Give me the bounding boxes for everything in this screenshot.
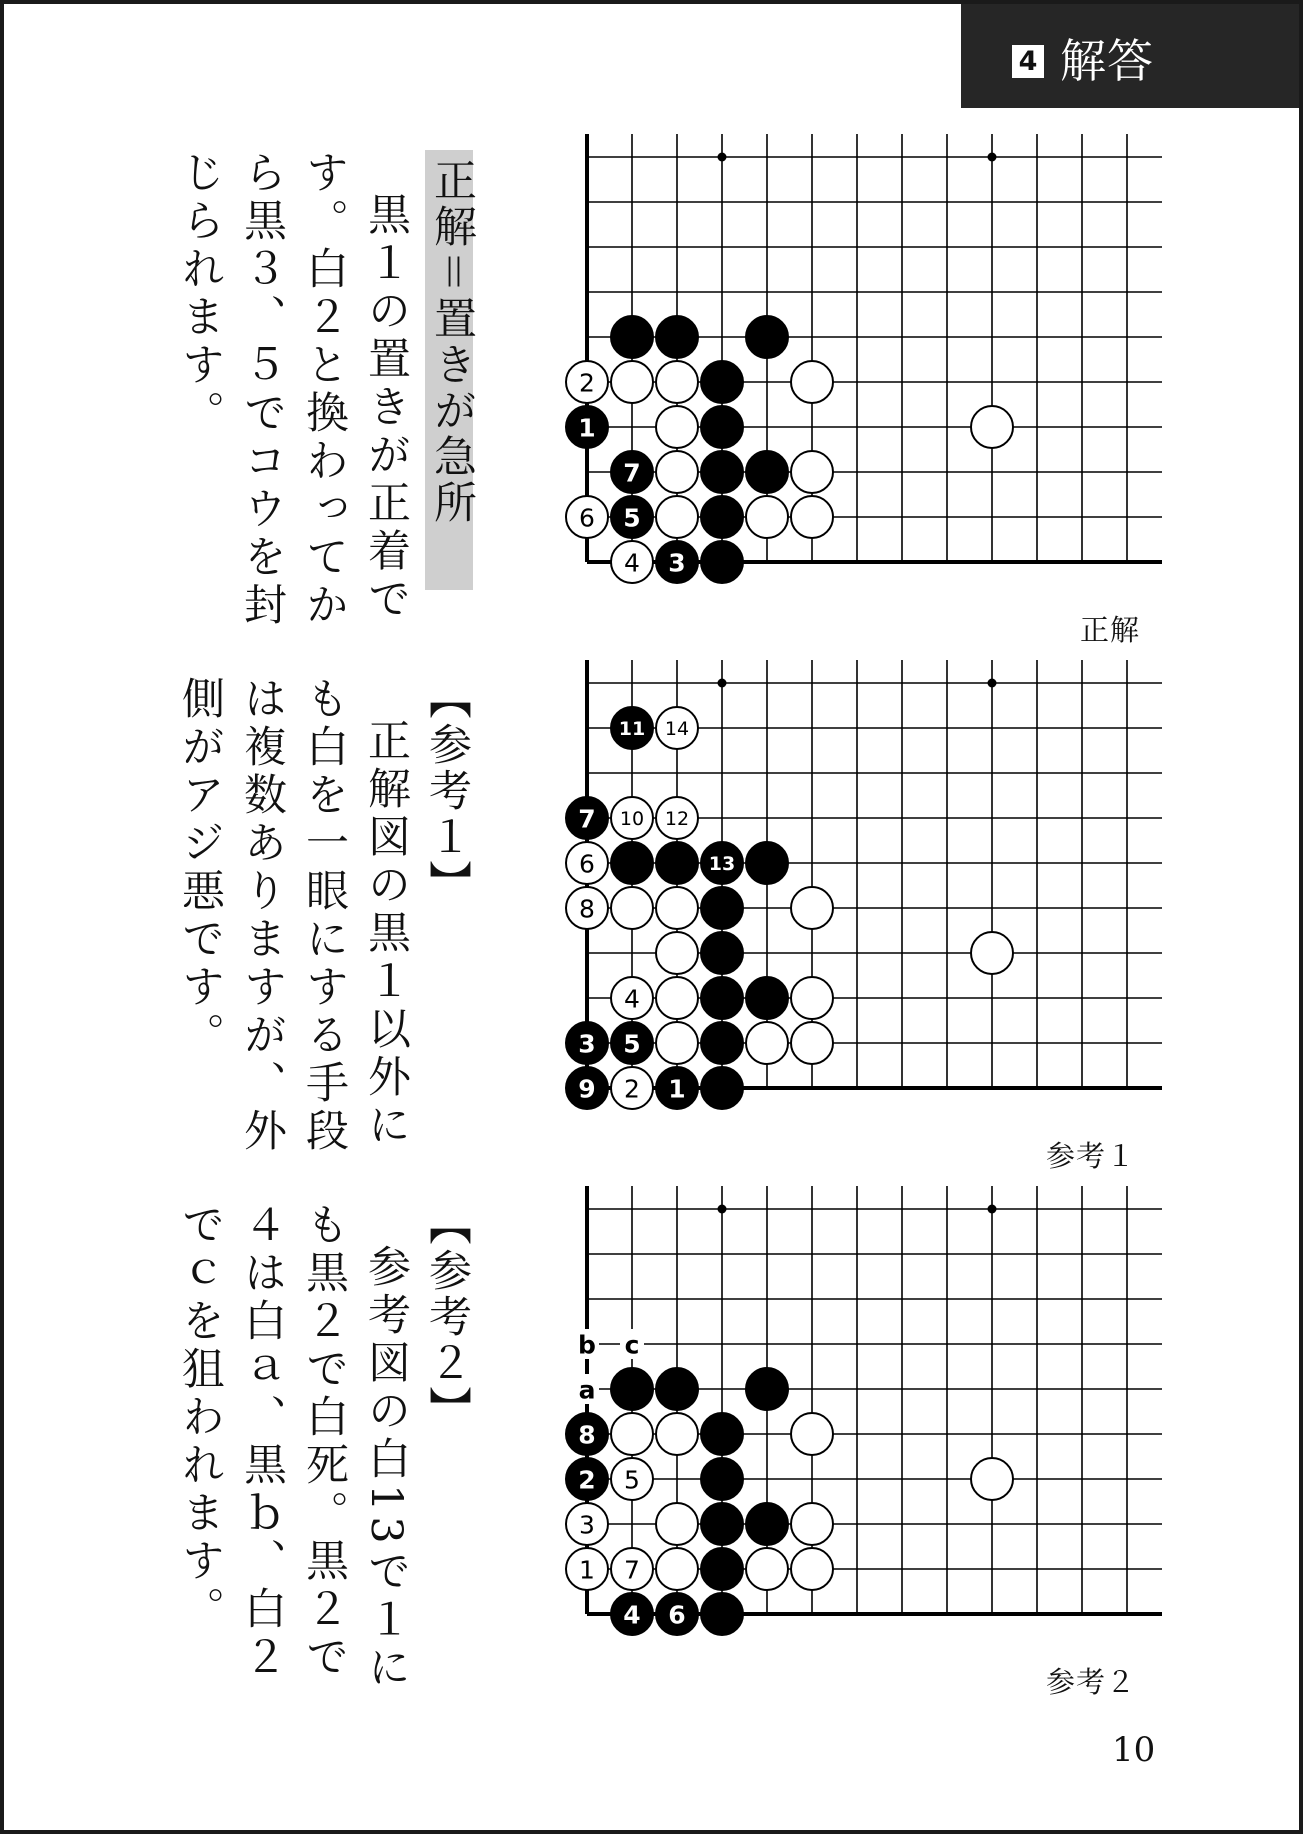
white-stone	[791, 496, 833, 538]
go-diagram-reference-1	[544, 660, 1164, 1120]
section-1-heading: 正解＝置きが急所	[425, 150, 473, 590]
black-stone	[701, 451, 743, 493]
move-number: 10	[619, 808, 645, 830]
move-number: 5	[624, 1465, 640, 1495]
section-3-text-col-4: でｃを狙われます。	[175, 1202, 225, 1634]
white-stone	[656, 1413, 698, 1455]
star-point	[718, 1205, 727, 1214]
point-label: a	[578, 1375, 596, 1405]
move-number: 9	[578, 1074, 596, 1104]
move-number: 6	[579, 503, 595, 533]
black-stone	[701, 932, 743, 974]
move-number: 6	[668, 1600, 686, 1630]
black-stone	[701, 1413, 743, 1455]
white-stone	[656, 361, 698, 403]
white-stone	[791, 1503, 833, 1545]
move-number: 5	[623, 1029, 641, 1059]
diagram-caption-correct: 正解	[1080, 613, 1141, 647]
page-number: 10	[1112, 1730, 1156, 1770]
white-stone	[656, 1548, 698, 1590]
move-number: 2	[579, 368, 595, 398]
white-stone	[611, 361, 653, 403]
section-2-text-col-2: も白を一眼にする手段	[299, 676, 349, 1156]
black-stone	[701, 1022, 743, 1064]
white-stone	[791, 451, 833, 493]
black-stone	[701, 541, 743, 583]
move-number: 8	[578, 1420, 596, 1450]
black-stone	[656, 1368, 698, 1410]
black-stone	[611, 842, 653, 884]
black-stone	[701, 406, 743, 448]
star-point	[718, 153, 727, 162]
white-stone	[611, 1413, 653, 1455]
move-number: 4	[623, 1600, 641, 1630]
section-2-text-col-1: 正解図の黒１以外に	[361, 718, 411, 1150]
black-stone	[701, 977, 743, 1019]
move-number: 3	[668, 548, 686, 578]
black-stone	[611, 316, 653, 358]
section-1-text-col-4: じられます。	[175, 150, 225, 438]
header-title: 解答	[1060, 34, 1154, 88]
point-label: b	[578, 1330, 596, 1360]
go-diagram-correct	[544, 134, 1164, 594]
move-number: 5	[623, 503, 641, 533]
section-1-text-col-3: ら黒３、５でコウを封	[237, 150, 287, 630]
move-number: 1	[579, 1555, 595, 1585]
black-stone	[701, 1503, 743, 1545]
white-stone	[791, 1548, 833, 1590]
star-point	[988, 153, 997, 162]
star-point	[988, 679, 997, 688]
black-stone	[746, 451, 788, 493]
move-number: 2	[578, 1465, 596, 1495]
move-number: 14	[664, 718, 690, 740]
black-stone	[746, 1368, 788, 1410]
section-1-text-col-2: す。白２と換わってか	[299, 150, 349, 630]
black-stone	[701, 887, 743, 929]
white-stone	[971, 406, 1013, 448]
black-stone	[611, 1368, 653, 1410]
white-stone	[611, 887, 653, 929]
white-stone	[656, 932, 698, 974]
move-number: 4	[624, 984, 640, 1014]
point-label: c	[624, 1330, 640, 1360]
diagram-caption-reference-2: 参考２	[1046, 1665, 1137, 1699]
move-number: 4	[624, 548, 640, 578]
black-stone	[746, 842, 788, 884]
go-diagram-reference-2	[544, 1186, 1164, 1646]
move-number: 3	[578, 1029, 596, 1059]
move-number: 1	[578, 413, 596, 443]
section-3-text-col-1: 参考図の白13で１に	[361, 1244, 411, 1693]
white-stone	[656, 451, 698, 493]
black-stone	[701, 1548, 743, 1590]
white-stone	[791, 361, 833, 403]
black-stone	[746, 316, 788, 358]
white-stone	[791, 887, 833, 929]
black-stone	[701, 1067, 743, 1109]
move-number: 6	[579, 849, 595, 879]
book-page	[4, 4, 1299, 1830]
black-stone	[746, 977, 788, 1019]
white-stone	[791, 1413, 833, 1455]
section-3-heading: 【参考２】	[422, 1202, 472, 1432]
white-stone	[656, 1503, 698, 1545]
white-stone	[656, 1022, 698, 1064]
move-number: 7	[578, 804, 596, 834]
section-2-heading: 【参考１】	[422, 676, 472, 906]
white-stone	[791, 1022, 833, 1064]
move-number: 8	[579, 894, 595, 924]
black-stone	[701, 1593, 743, 1635]
black-stone	[746, 1503, 788, 1545]
move-number: 7	[624, 1555, 640, 1585]
white-stone	[746, 496, 788, 538]
diagram-caption-reference-1: 参考１	[1046, 1139, 1137, 1173]
white-stone	[971, 932, 1013, 974]
section-3-text-col-2: も黒２で白死。黒２で	[299, 1202, 349, 1682]
white-stone	[656, 977, 698, 1019]
white-stone	[656, 496, 698, 538]
white-stone	[656, 406, 698, 448]
star-point	[718, 679, 727, 688]
white-stone	[791, 977, 833, 1019]
header-problem-number: 4	[1012, 45, 1044, 78]
move-number: 3	[579, 1510, 595, 1540]
black-stone	[656, 842, 698, 884]
section-2-text-col-4: 側がアジ悪です。	[175, 676, 225, 1060]
move-number: 7	[623, 458, 641, 488]
move-number: 11	[618, 718, 646, 740]
move-number: 12	[664, 808, 690, 830]
move-number: 13	[708, 853, 736, 875]
black-stone	[701, 496, 743, 538]
white-stone	[746, 1548, 788, 1590]
section-3-text-col-3: ４は白ａ、黒ｂ、白２	[237, 1202, 287, 1682]
black-stone	[701, 361, 743, 403]
white-stone	[746, 1022, 788, 1064]
move-number: 2	[624, 1074, 640, 1104]
section-1-text-col-1: 黒１の置きが正着で	[361, 192, 411, 624]
black-stone	[656, 316, 698, 358]
white-stone	[971, 1458, 1013, 1500]
white-stone	[656, 887, 698, 929]
star-point	[988, 1205, 997, 1214]
section-2-text-col-3: は複数ありますが、外	[237, 676, 287, 1156]
black-stone	[701, 1458, 743, 1500]
move-number: 1	[668, 1074, 686, 1104]
